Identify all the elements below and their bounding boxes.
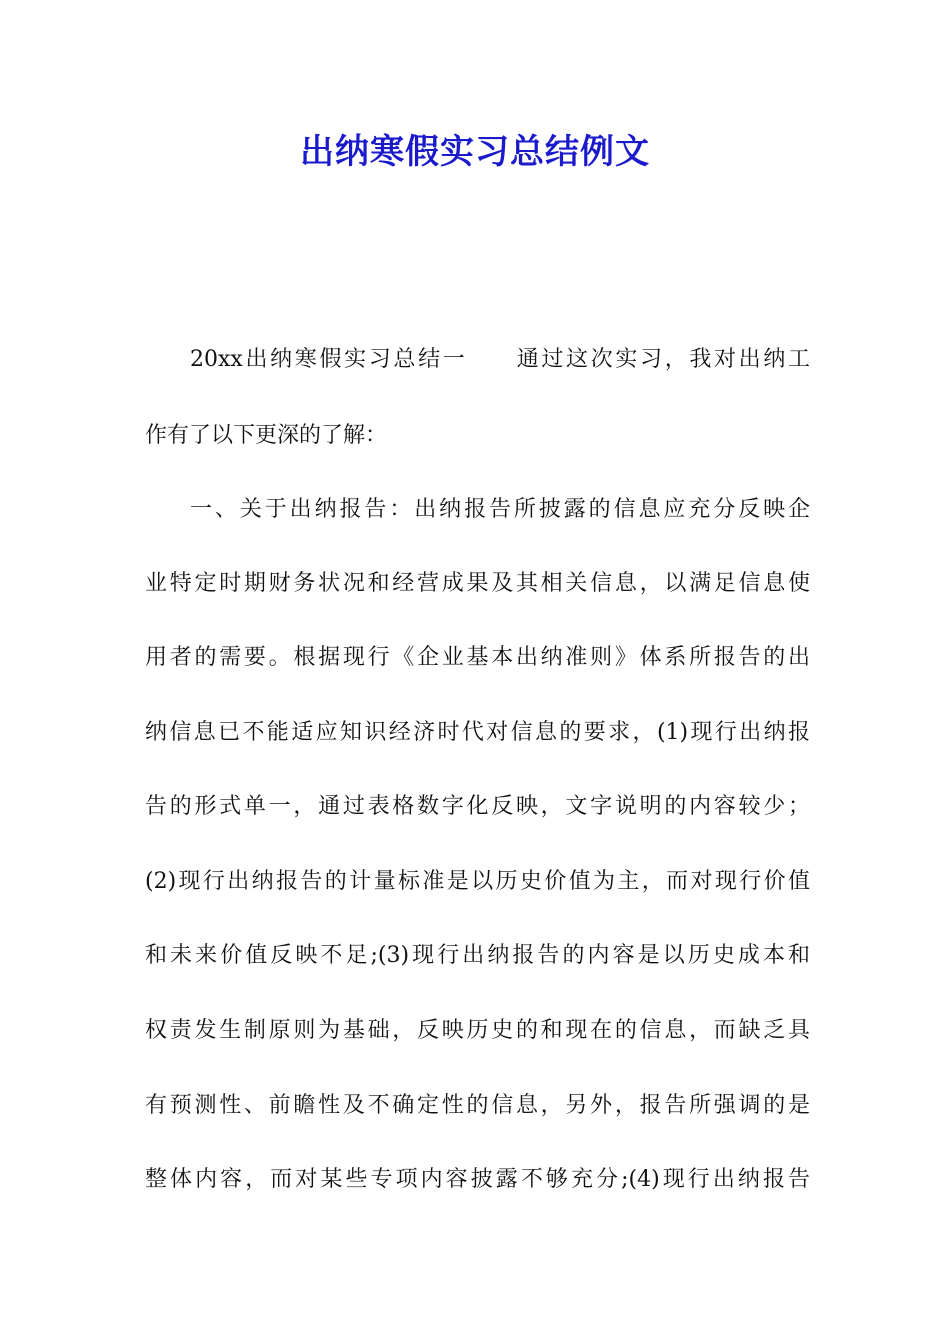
paragraph-line-4: 业特定时期财务状况和经营成果及其相关信息，以满足信息使 [145,571,810,596]
paragraph-line-8: (2)现行出纳报告的计量标准是以历史价值为主，而对现行价值 [145,869,810,894]
document-title: 出纳寒假实习总结例文 [300,132,650,172]
paragraph-line-3: 一、关于出纳报告：出纳报告所披露的信息应充分反映企 [190,497,810,522]
paragraph-line-5: 用者的需要。根据现行《企业基本出纳准则》体系所报告的出 [145,645,810,670]
paragraph-line-11: 有预测性、前瞻性及不确定性的信息，另外，报告所强调的是 [145,1093,810,1118]
paragraph-line-7: 告的形式单一，通过表格数字化反映，文字说明的内容较少； [145,794,810,819]
paragraph-line-2: 作有了以下更深的了解： [145,423,388,448]
paragraph-line-10: 权责发生制原则为基础，反映历史的和现在的信息，而缺乏具 [145,1018,810,1043]
paragraph-line-6: 纳信息已不能适应知识经济时代对信息的要求，(1)现行出纳报 [145,720,810,745]
paragraph-line-1: 20xx出纳寒假实习总结一 通过这次实习，我对出纳工 [190,347,810,372]
paragraph-line-12: 整体内容，而对某些专项内容披露不够充分;(4)现行出纳报告 [145,1167,810,1192]
paragraph-line-9: 和未来价值反映不足;(3)现行出纳报告的内容是以历史成本和 [145,943,810,968]
